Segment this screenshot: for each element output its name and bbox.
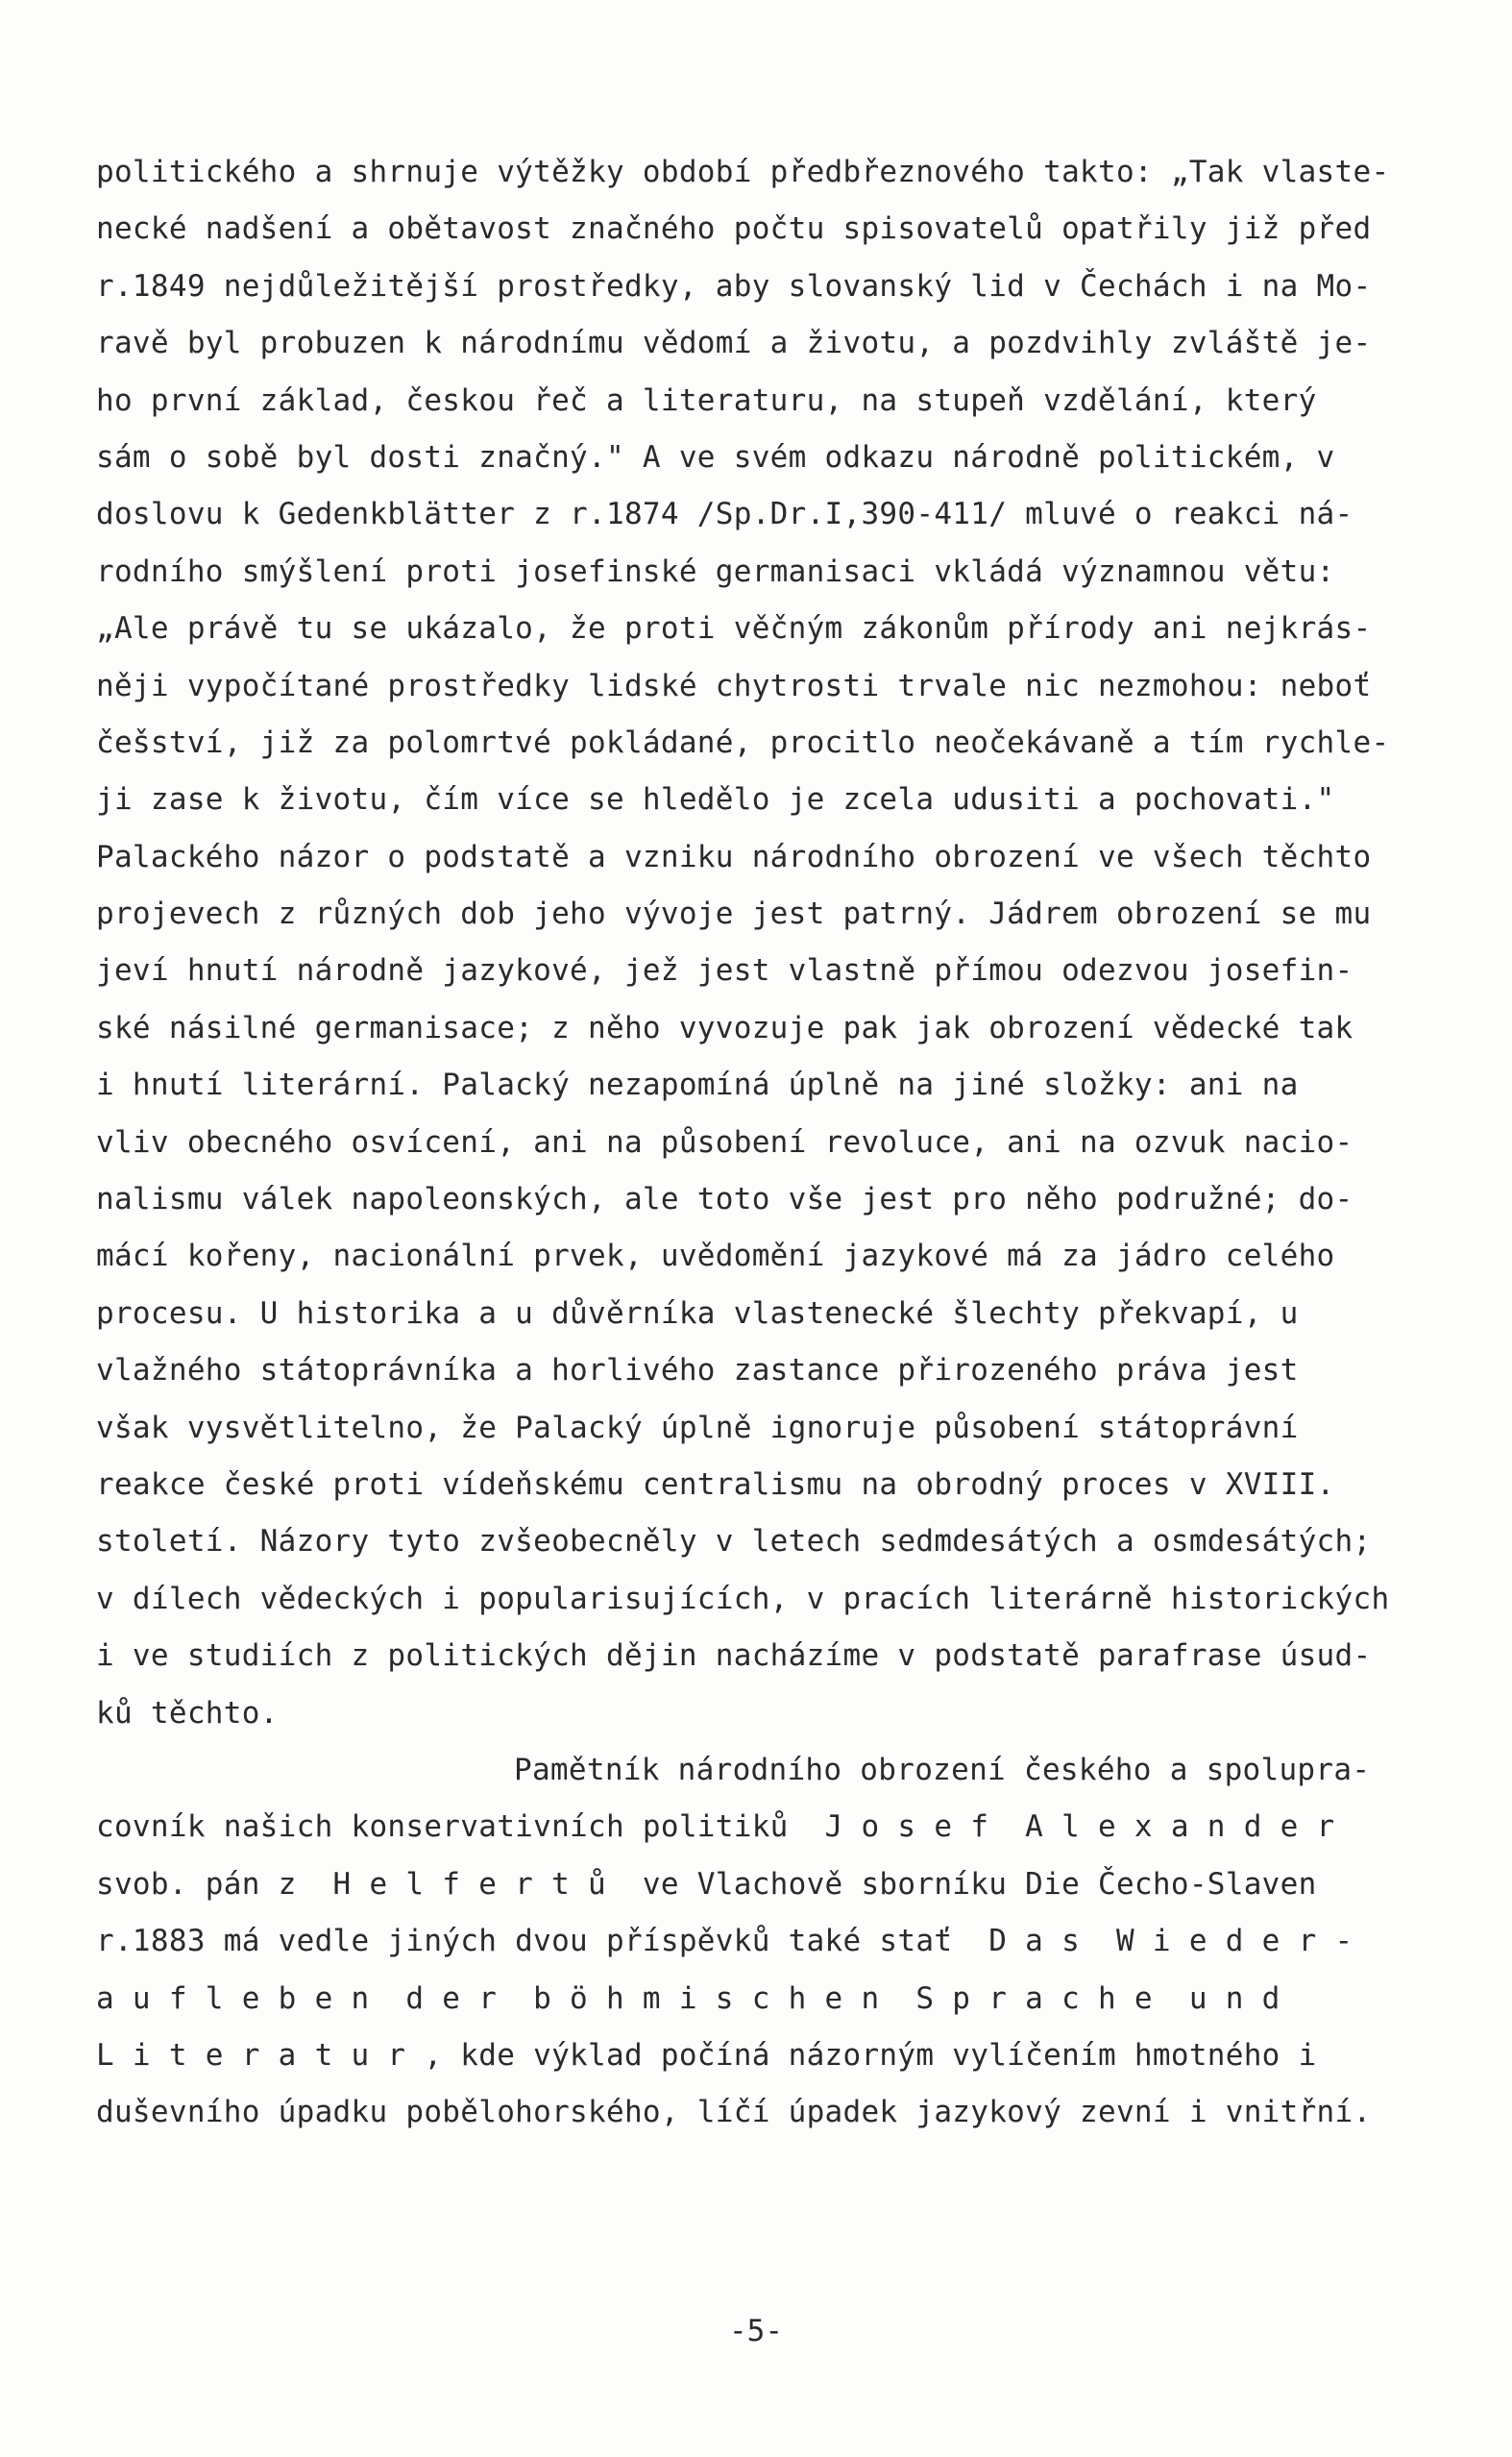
text-line: století. Názory tyto zvšeobecněly v letech sedmdesátých a osmdesátých; — [96, 1524, 1372, 1560]
text-line: Pamětník národního obrození českého a spolupra- — [514, 1752, 1371, 1787]
text-line: češství, již za polomrtvé pokládané, procitlo neočekávaně a tím rychle- — [96, 725, 1390, 760]
text-line: svob. pán z H e l f e r t ů ve Vlachově sborníku Die Čecho-Slaven — [96, 1866, 1317, 1902]
text-line: vlažného státoprávníka a horlivého zastance přirozeného práva jest — [96, 1353, 1299, 1388]
text-line: doslovu k Gedenkblätter z r.1874 /Sp.Dr.I,390-411/ mluvé o reakci ná- — [96, 497, 1353, 532]
text-line: r.1849 nejdůležitější prostředky, aby slovanský lid v Čechách i na Mo- — [96, 268, 1372, 304]
text-line: mácí kořeny, nacionální prvek, uvědomění jazykové má za jádro celého — [96, 1239, 1335, 1274]
text-line: vliv obecného osvícení, ani na působení revoluce, ani na ozvuk nacio- — [96, 1124, 1353, 1160]
text-line: necké nadšení a obětavost značného počtu spisovatelů opatřily již před — [96, 211, 1372, 247]
text-line: Palackého názor o podstatě a vzniku národního obrození ve všech těchto — [96, 839, 1372, 874]
text-line: ské násilné germanisace; z něho vyvozuje pak jak obrození vědecké tak — [96, 1010, 1353, 1045]
page-number: -5- — [729, 2314, 783, 2348]
text-line: nalismu válek napoleonských, ale toto vše jest pro něho podružné; do- — [96, 1182, 1353, 1217]
text-line: ravě byl probuzen k národnímu vědomí a životu, a pozdvihly zvláště je- — [96, 326, 1372, 361]
text-line: však vysvětlitelno, že Palacký úplně ignoruje působení státoprávní — [96, 1410, 1299, 1445]
text-line: i ve studiích z politických dějin nacházíme v podstatě parafrase úsud- — [96, 1638, 1372, 1674]
text-line: r.1883 má vedle jiných dvou příspěvků také stať D a s W i e d e r - — [96, 1924, 1353, 1959]
text-line: jeví hnutí národně jazykové, jež jest vlastně přímou odezvou josefin- — [96, 953, 1353, 989]
text-line: ji zase k životu, čím více se hledělo je zcela udusiti a pochovati." — [96, 782, 1335, 818]
text-line: procesu. U historika a u důvěrníka vlastenecké šlechty překvapí, u — [96, 1295, 1299, 1331]
text-line: reakce české proti vídeňskému centralismu na obrodný proces v XVIII. — [96, 1466, 1335, 1502]
text-line: covník našich konservativních politiků J o s e f A l e x a n d e r — [96, 1809, 1335, 1845]
text-line: rodního smýšlení proti josefinské germanisaci vkládá významnou větu: — [96, 553, 1335, 589]
text-line: a u f l e b e n d e r b ö h m i s c h e n S p r a c h e u n d — [96, 1980, 1280, 2016]
text-line: politického a shrnuje výtěžky období předbřeznového takto: „Tak vlaste- — [96, 155, 1390, 189]
text-line: něji vypočítané prostředky lidské chytrosti trvale nic nezmohou: neboť — [96, 668, 1372, 703]
text-line: L i t e r a t u r , kde výklad počíná názorným vylíčením hmotného i — [96, 2037, 1317, 2073]
text-line: v dílech vědeckých i popularisujících, v pracích literárně historických — [96, 1581, 1390, 1616]
text-line: sám o sobě byl dosti značný." A ve svém odkazu národně politickém, v — [96, 439, 1335, 475]
text-line: i hnutí literární. Palacký nezapomíná úplně na jiné složky: ani na — [96, 1068, 1299, 1103]
text-line: duševního úpadku pobělohorského, líčí úpadek jazykový zevní i vnitřní. — [96, 2095, 1372, 2130]
text-line: „Ale právě tu se ukázalo, že proti věčným zákonům přírody ani nejkrás- — [96, 611, 1372, 647]
text-line: ků těchto. — [96, 1695, 279, 1731]
text-line: ho první základ, českou řeč a literaturu, na stupeň vzdělání, který — [96, 382, 1317, 418]
body-text — [96, 144, 1441, 2142]
text-line: projevech z různých dob jeho vývoje jest patrný. Jádrem obrození se mu — [96, 897, 1372, 932]
